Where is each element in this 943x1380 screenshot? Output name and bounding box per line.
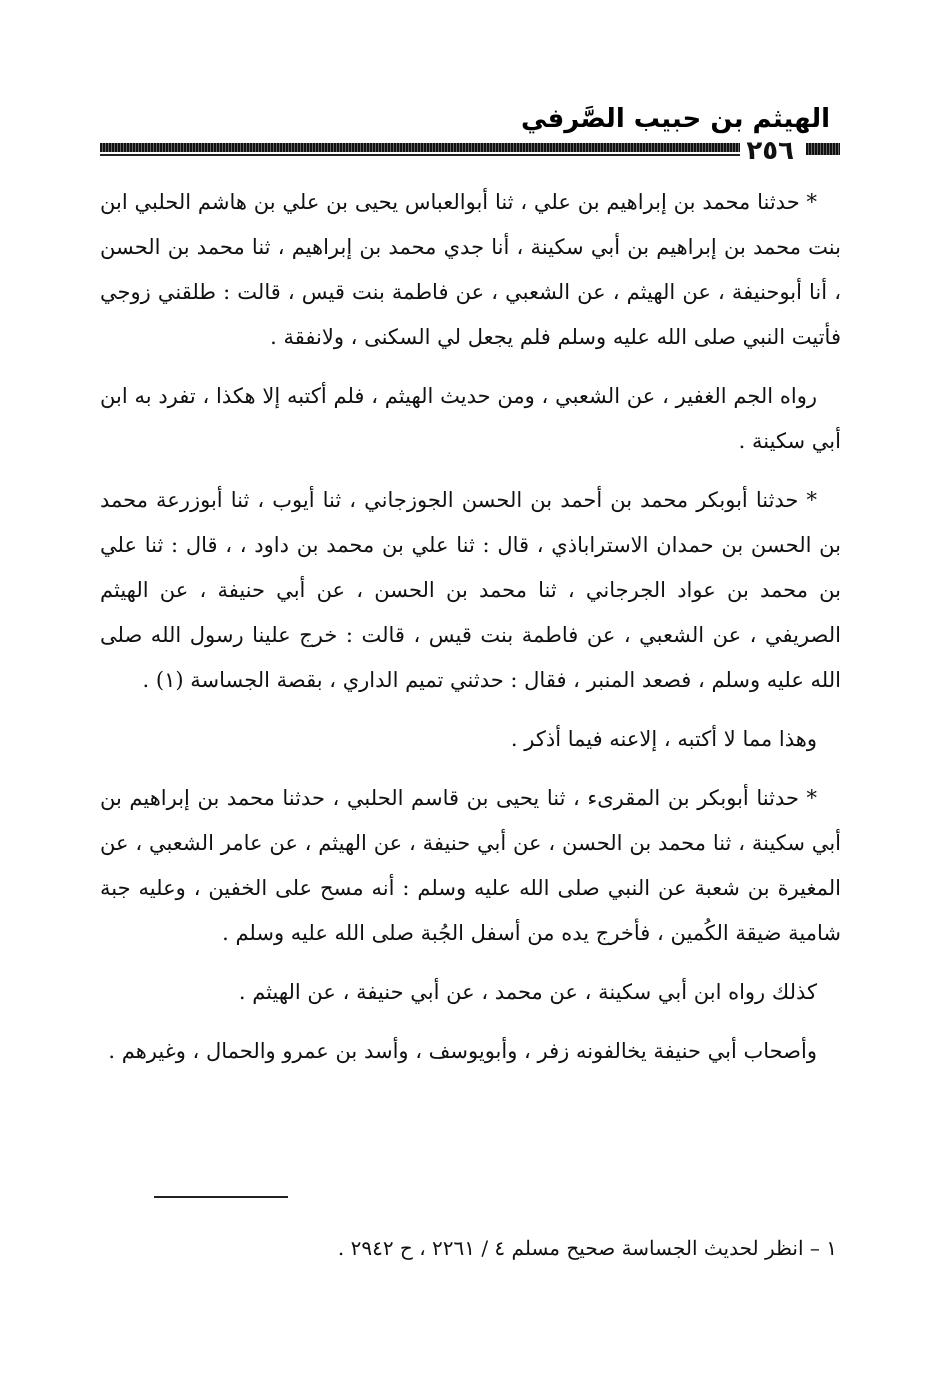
page-number-ornament [806, 143, 840, 155]
footnote-separator [154, 1196, 288, 1198]
paragraph-comment-1: رواه الجم الغفير ، عن الشعبي ، ومن حديث الهيثم ، فلم أكتبه إلا هكذا ، تفرد به ابن أبي سكينة . [100, 384, 841, 453]
footnote: ١ – انظر لحديث الجساسة صحيح مسلم ٤ / ٢٢٦١ ، ح ٢٩٤٢ . [337, 1236, 837, 1260]
header-rule-thin [100, 154, 746, 156]
body-text [100, 180, 841, 1088]
paragraph-hadith-3: * حدثنا أبوبكر بن المقرىء ، ثنا يحيى بن قاسم الحلبي ، حدثنا محمد بن إبراهيم بن أبي سكينة ، ثنا محمد بن الحسن ، عن أبي حنيفة ، عن الهيثم ، عن عامر الشعبي ، عن المغيرة بن شعبة عن النبي صلى الله عليه وسلم : أنه مسح على الخفين ، وعليه جبة شامية ضيقة الكُمين ، فأخرج يده من أسفل الجُبة صلى الله عليه وسلم . [100, 786, 841, 945]
paragraph-hadith-2: * حدثنا أبوبكر محمد بن أحمد بن الحسن الجوزجاني ، ثنا أيوب ، ثنا أبوزرعة محمد بن الحسن بن حمدان الاستراباذي ، قال : ثنا علي بن محمد بن داود ، ، قال : ثنا علي بن محمد بن عواد الجرجاني ، ثنا محمد بن الحسن ، عن أبي حنيفة ، عن الهيثم الصريفي ، عن الشعبي ، عن فاطمة بنت قيس ، قالت : خرج علينا رسول الله صلى الله عليه وسلم ، فصعد المنبر ، فقال : حدثني تميم الداري ، بقصة الجساسة (١) . [100, 488, 841, 692]
running-title: الهيثم بن حبيب الصَّرفي [520, 104, 830, 134]
paragraph-comment-3: كذلك رواه ابن أبي سكينة ، عن محمد ، عن أبي حنيفة ، عن الهيثم . [238, 980, 817, 1004]
paragraph-hadith-1: * حدثنا محمد بن إبراهيم بن علي ، ثنا أبوالعباس يحيى بن علي بن هاشم الحلبي ابن بنت محمد بن إبراهيم بن أبي سكينة ، أنا جدي محمد بن إبراهيم ، ثنا محمد بن الحسن ، أنا أبوحنيفة ، عن الهيثم ، عن الشعبي ، عن فاطمة بنت قيس ، قالت : طلقني زوجي فأتيت النبي صلى الله عليه وسلم فلم يجعل لي السكنى ، ولانفقة . [100, 190, 841, 349]
paragraph-comment-2: وهذا مما لا أكتبه ، إلاعنه فيما أذكر . [510, 727, 817, 751]
header-rule [100, 143, 746, 152]
page-number: ٢٥٦ [740, 136, 800, 166]
paragraph-comment-4: وأصحاب أبي حنيفة يخالفونه زفر ، وأبويوسف ، وأسد بن عمرو والحمال ، وغيرهم . [108, 1039, 817, 1063]
